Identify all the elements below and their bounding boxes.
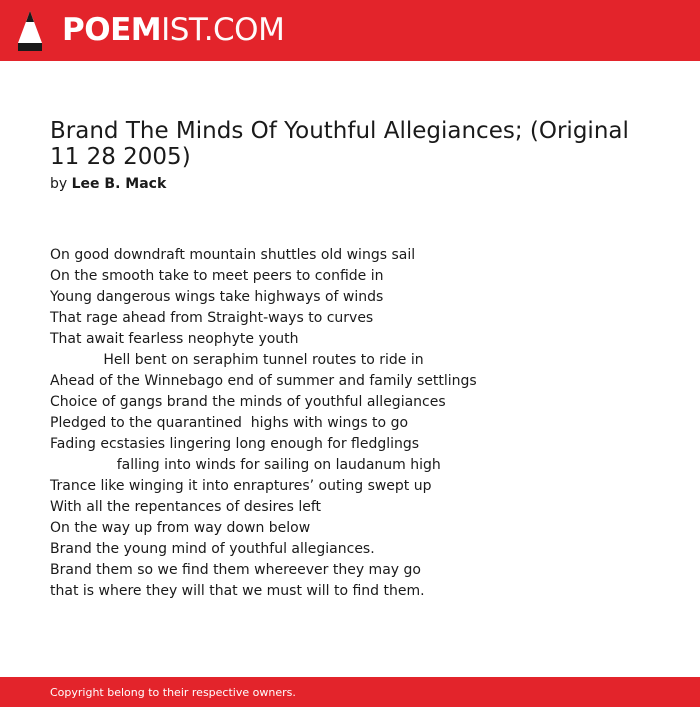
brand-bold: POEM: [62, 12, 162, 48]
poem-line: Ahead of the Winnebago end of summer and family settlings: [50, 373, 477, 389]
poem-line: Pledged to the quarantined highs with wings to go: [50, 415, 409, 431]
poem-line: that is where they will that we must will to find them.: [50, 583, 425, 599]
poem-line: Brand them so we find them whereever they may go: [50, 562, 421, 578]
poem-line: Fading ecstasies lingering long enough for fledglings: [50, 436, 420, 452]
byline-prefix: by: [50, 176, 68, 192]
poem-line: Young dangerous wings take highways of winds: [50, 289, 384, 305]
site-footer: [0, 677, 700, 707]
pencil-tip-icon[interactable]: [16, 9, 44, 53]
poem-line: On the way up from way down below: [50, 520, 311, 536]
poem-line: Trance like winging it into enraptures’ outing swept up: [50, 478, 432, 494]
author-name: Lee B. Mack: [71, 176, 167, 192]
site-logo-text[interactable]: [62, 12, 284, 48]
poem-line: That rage ahead from Straight-ways to curves: [50, 310, 374, 326]
poem-line: Choice of gangs brand the minds of youthful allegiances: [50, 394, 446, 410]
poem-line: On the smooth take to meet peers to confide in: [50, 268, 384, 284]
poem-body: [50, 245, 670, 602]
poem-line: Brand the young mind of youthful allegiances.: [50, 541, 375, 557]
copyright-text: Copyright belong to their respective owners.: [50, 686, 296, 699]
poem-line: falling into winds for sailing on laudanum high: [50, 457, 441, 473]
poem-line: On good downdraft mountain shuttles old wings sail: [50, 247, 416, 263]
poem-line: With all the repentances of desires left: [50, 499, 322, 515]
poem-line: That await fearless neophyte youth: [50, 331, 299, 347]
site-header: [0, 0, 700, 61]
poem-title: Brand The Minds Of Youthful Allegiances; (Original 11 28 2005): [50, 118, 629, 170]
brand-light: IST.COM: [161, 12, 285, 48]
poem-line: Hell bent on seraphim tunnel routes to ride in: [50, 352, 424, 368]
byline: [50, 175, 166, 193]
